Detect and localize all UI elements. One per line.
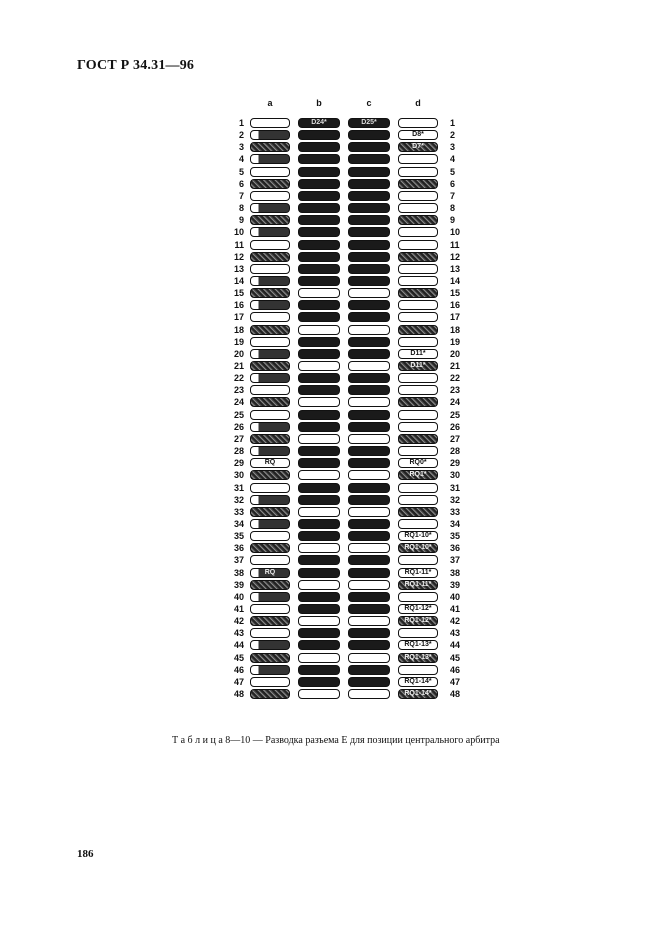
pin-a34	[250, 519, 290, 529]
page-number: 186	[77, 848, 94, 860]
row-number-right: 39	[450, 579, 461, 590]
pin-b19	[298, 337, 340, 347]
pin-d8	[398, 203, 438, 213]
row-number-right: 11	[450, 239, 460, 250]
pin-c42	[348, 616, 390, 626]
row-number-right: 14	[450, 275, 461, 286]
pin-d29: RQ0*	[398, 458, 438, 468]
row-number-left: 2	[238, 130, 244, 141]
pin-b46	[298, 665, 340, 675]
pin-d2: D8*	[398, 130, 438, 140]
row-number-left: 30	[233, 470, 244, 481]
pin-b28	[298, 446, 340, 456]
pin-c45	[348, 653, 390, 663]
row-number-left: 29	[233, 458, 244, 469]
row-number-right: 9	[450, 215, 456, 226]
page-header: ГОСТ Р 34.31—96	[77, 58, 195, 73]
row-number-left: 7	[238, 190, 244, 201]
table-caption: Т а б л и ц а 8—10 — Разводка разъема Е для позиции центрального арбитра	[172, 735, 500, 746]
row-number-right: 48	[450, 689, 461, 700]
row-number-right: 26	[450, 421, 461, 432]
pin-c7	[348, 191, 390, 201]
pin-a46	[250, 665, 290, 675]
pin-a33	[250, 507, 290, 517]
row-number-left: 48	[233, 689, 244, 700]
pin-c28	[348, 446, 390, 456]
row-number-right: 22	[450, 373, 461, 384]
pin-a20	[250, 349, 290, 359]
pin-c41	[348, 604, 390, 614]
pin-c40	[348, 592, 390, 602]
pin-a10	[250, 227, 290, 237]
pin-b15	[298, 288, 340, 298]
pin-d26	[398, 422, 438, 432]
pin-c32	[348, 495, 390, 505]
row-number-right: 5	[450, 166, 456, 177]
pin-b25	[298, 410, 340, 420]
pin-a31	[250, 483, 290, 493]
pin-b32	[298, 495, 340, 505]
pin-c29	[348, 458, 390, 468]
row-number-right: 15	[450, 288, 461, 299]
row-number-right: 20	[450, 348, 461, 359]
column-header-c: c	[366, 98, 372, 108]
pin-c18	[348, 325, 390, 335]
pin-a8	[250, 203, 290, 213]
pin-c21	[348, 361, 390, 371]
row-number-left: 46	[233, 664, 244, 675]
row-number-left: 36	[233, 543, 244, 554]
row-number-left: 26	[233, 421, 244, 432]
pin-a1	[250, 118, 290, 128]
pin-b14	[298, 276, 340, 286]
pin-d9	[398, 215, 438, 225]
pin-b29	[298, 458, 340, 468]
row-number-left: 5	[238, 166, 244, 177]
pin-d10	[398, 227, 438, 237]
pin-b33	[298, 507, 340, 517]
pin-a44	[250, 640, 290, 650]
pin-a13	[250, 264, 290, 274]
pin-a28	[250, 446, 290, 456]
row-number-left: 31	[233, 482, 244, 493]
row-number-right: 18	[450, 324, 461, 335]
pin-a39	[250, 580, 290, 590]
row-number-left: 15	[233, 288, 244, 299]
pin-b40	[298, 592, 340, 602]
pin-c4	[348, 154, 390, 164]
pin-d36: RQ1-10*	[398, 543, 438, 553]
pin-d17	[398, 312, 438, 322]
row-number-right: 6	[450, 178, 456, 189]
row-number-right: 41	[450, 604, 461, 614]
pin-c26	[348, 422, 390, 432]
pin-b9	[298, 215, 340, 225]
pin-d25	[398, 410, 438, 420]
row-number-right: 34	[450, 518, 461, 529]
pin-c10	[348, 227, 390, 237]
column-header-d: d	[415, 98, 421, 108]
pin-a37	[250, 555, 290, 565]
pin-c6	[348, 179, 390, 189]
row-number-right: 28	[450, 446, 461, 457]
pin-d20: D11*	[398, 349, 438, 359]
pin-d31	[398, 483, 438, 493]
pin-d23	[398, 385, 438, 395]
pin-a3	[250, 142, 290, 152]
pin-d35: RQ1-10*	[398, 531, 438, 541]
pin-d34	[398, 519, 438, 529]
pin-c23	[348, 385, 390, 395]
pin-b48	[298, 689, 340, 699]
pin-c19	[348, 337, 390, 347]
column-header-a: a	[267, 98, 273, 108]
pin-b10	[298, 227, 340, 237]
pin-d45: RQ1-13*	[398, 653, 438, 663]
pin-d41: RQ1-12*	[398, 604, 438, 614]
pin-d40	[398, 592, 438, 602]
pin-a38: RQ	[250, 568, 290, 578]
row-number-right: 17	[450, 312, 461, 323]
pin-b8	[298, 203, 340, 213]
row-number-left: 39	[233, 579, 244, 590]
pin-a48	[250, 689, 290, 699]
row-number-left: 23	[233, 385, 244, 396]
pin-c14	[348, 276, 390, 286]
row-number-left: 19	[233, 336, 244, 347]
pin-a32	[250, 495, 290, 505]
pin-c5	[348, 167, 390, 177]
pin-c17	[348, 312, 390, 322]
pin-a12	[250, 252, 290, 262]
pin-d14	[398, 276, 438, 286]
row-number-left: 8	[238, 203, 244, 214]
pin-d24	[398, 397, 438, 407]
row-number-left: 3	[238, 142, 244, 153]
row-number-right: 27	[450, 433, 461, 444]
pin-a40	[250, 592, 290, 602]
pin-a21	[250, 361, 290, 371]
pin-a9	[250, 215, 290, 225]
pin-b30	[298, 470, 340, 480]
pin-c12	[348, 252, 390, 262]
row-number-right: 1	[450, 118, 456, 128]
row-number-left: 34	[233, 518, 244, 529]
pin-c3	[348, 142, 390, 152]
row-number-right: 44	[450, 640, 461, 651]
row-number-left: 20	[233, 348, 244, 359]
pin-d38: RQ1-11*	[398, 568, 438, 578]
row-number-left: 38	[233, 567, 244, 578]
pin-b5	[298, 167, 340, 177]
pin-a17	[250, 312, 290, 322]
pin-d22	[398, 373, 438, 383]
row-number-right: 37	[450, 555, 461, 566]
row-number-left: 28	[233, 446, 244, 457]
row-number-right: 13	[450, 263, 461, 274]
pin-a14	[250, 276, 290, 286]
pin-b24	[298, 397, 340, 407]
row-number-left: 37	[233, 555, 244, 566]
pin-c1: D25*	[348, 118, 390, 128]
pin-b39	[298, 580, 340, 590]
pin-b34	[298, 519, 340, 529]
pin-a11	[250, 240, 290, 250]
row-number-right: 35	[450, 531, 461, 542]
pin-d46	[398, 665, 438, 675]
pin-b27	[298, 434, 340, 444]
pin-b37	[298, 555, 340, 565]
pin-a36	[250, 543, 290, 553]
pin-b45	[298, 653, 340, 663]
pin-a25	[250, 410, 290, 420]
pin-c13	[348, 264, 390, 274]
pin-c33	[348, 507, 390, 517]
column-header-b: b	[316, 98, 322, 108]
pin-c31	[348, 483, 390, 493]
pin-d27	[398, 434, 438, 444]
pin-c39	[348, 580, 390, 590]
row-number-right: 21	[450, 361, 461, 371]
row-number-right: 29	[450, 458, 461, 469]
pin-b47	[298, 677, 340, 687]
pin-d21: D11*	[398, 361, 438, 371]
row-number-right: 16	[450, 300, 461, 311]
row-number-left: 24	[233, 397, 244, 408]
row-number-left: 47	[233, 676, 244, 687]
row-number-left: 44	[233, 640, 244, 651]
row-number-left: 25	[233, 409, 244, 420]
pin-c43	[348, 628, 390, 638]
pin-c22	[348, 373, 390, 383]
row-number-left: 27	[233, 433, 244, 444]
pin-a6	[250, 179, 290, 189]
row-number-left: 16	[233, 300, 244, 311]
pin-c36	[348, 543, 390, 553]
pin-a7	[250, 191, 290, 201]
pin-a4	[250, 154, 290, 164]
row-number-right: 4	[450, 154, 456, 165]
pin-a5	[250, 167, 290, 177]
row-number-right: 7	[450, 190, 456, 201]
pin-b1: D24*	[298, 118, 340, 128]
pin-c16	[348, 300, 390, 310]
row-number-right: 42	[450, 616, 461, 627]
pin-c46	[348, 665, 390, 675]
pin-b21	[298, 361, 340, 371]
pin-d42: RQ1-12*	[398, 616, 438, 626]
row-number-right: 10	[450, 227, 461, 238]
pin-c9	[348, 215, 390, 225]
row-number-right: 25	[450, 409, 461, 420]
pin-a16	[250, 300, 290, 310]
pin-c47	[348, 677, 390, 687]
pin-b36	[298, 543, 340, 553]
pin-b7	[298, 191, 340, 201]
pin-b17	[298, 312, 340, 322]
pin-a15	[250, 288, 290, 298]
pin-d28	[398, 446, 438, 456]
pin-c34	[348, 519, 390, 529]
pin-a47	[250, 677, 290, 687]
pin-d48: RQ1-14*	[398, 689, 438, 699]
row-number-left: 4	[238, 154, 244, 165]
pin-b26	[298, 422, 340, 432]
pin-b12	[298, 252, 340, 262]
row-number-left: 13	[233, 263, 244, 274]
pin-b4	[298, 154, 340, 164]
row-number-right: 36	[450, 543, 461, 554]
pin-d3: D7*	[398, 142, 438, 152]
pin-c35	[348, 531, 390, 541]
row-number-left: 33	[233, 506, 244, 517]
pin-d32	[398, 495, 438, 505]
pin-a42	[250, 616, 290, 626]
pin-b20	[298, 349, 340, 359]
pin-c11	[348, 240, 390, 250]
pin-d4	[398, 154, 438, 164]
pin-c24	[348, 397, 390, 407]
pin-a19	[250, 337, 290, 347]
pin-b2	[298, 130, 340, 140]
pin-c8	[348, 203, 390, 213]
pin-d6	[398, 179, 438, 189]
pin-a41	[250, 604, 290, 614]
pin-d30: RQ1*	[398, 470, 438, 480]
row-number-right: 19	[450, 336, 461, 347]
pin-c2	[348, 130, 390, 140]
row-number-left: 35	[233, 531, 244, 542]
pin-d47: RQ1-14*	[398, 677, 438, 687]
pin-b43	[298, 628, 340, 638]
row-number-right: 32	[450, 494, 461, 505]
pin-d5	[398, 167, 438, 177]
pin-a23	[250, 385, 290, 395]
pin-a18	[250, 325, 290, 335]
row-number-left: 12	[233, 251, 244, 262]
row-number-right: 23	[450, 385, 461, 396]
row-number-left: 40	[233, 591, 244, 602]
pin-d18	[398, 325, 438, 335]
pin-c37	[348, 555, 390, 565]
row-number-left: 18	[233, 324, 244, 335]
pin-a29: RQ	[250, 458, 290, 468]
row-number-left: 10	[233, 227, 244, 238]
pin-c38	[348, 568, 390, 578]
pin-a30	[250, 470, 290, 480]
row-number-left: 14	[233, 275, 244, 286]
pin-a22	[250, 373, 290, 383]
pin-b13	[298, 264, 340, 274]
row-number-right: 43	[450, 628, 461, 639]
pin-d11	[398, 240, 438, 250]
row-number-right: 3	[450, 142, 456, 153]
row-number-right: 2	[450, 130, 456, 141]
row-number-right: 30	[450, 470, 461, 481]
row-number-left: 32	[233, 494, 244, 505]
pin-d37	[398, 555, 438, 565]
row-number-left: 42	[233, 616, 244, 627]
row-number-left: 22	[233, 373, 244, 384]
pin-d43	[398, 628, 438, 638]
row-number-left: 43	[233, 628, 244, 639]
pin-b38	[298, 568, 340, 578]
row-number-left: 11	[234, 239, 244, 250]
row-number-left: 21	[233, 361, 244, 371]
pin-b35	[298, 531, 340, 541]
pin-d33	[398, 507, 438, 517]
row-number-right: 12	[450, 251, 461, 262]
row-number-left: 45	[233, 652, 244, 663]
pin-d15	[398, 288, 438, 298]
pin-b6	[298, 179, 340, 189]
pin-a26	[250, 422, 290, 432]
pin-b3	[298, 142, 340, 152]
pin-c48	[348, 689, 390, 699]
row-number-right: 33	[450, 506, 461, 517]
pin-c20	[348, 349, 390, 359]
pin-a24	[250, 397, 290, 407]
row-number-right: 24	[450, 397, 461, 408]
row-number-right: 8	[450, 203, 456, 214]
row-number-right: 46	[450, 664, 461, 675]
pin-b41	[298, 604, 340, 614]
row-number-right: 31	[450, 482, 461, 493]
row-number-right: 45	[450, 652, 461, 663]
row-number-left: 41	[233, 604, 244, 614]
pin-c44	[348, 640, 390, 650]
row-number-right: 38	[450, 567, 461, 578]
pin-a45	[250, 653, 290, 663]
pin-a27	[250, 434, 290, 444]
pin-d13	[398, 264, 438, 274]
pin-b18	[298, 325, 340, 335]
row-number-right: 40	[450, 591, 461, 602]
pin-b16	[298, 300, 340, 310]
pin-b31	[298, 483, 340, 493]
pin-c27	[348, 434, 390, 444]
pin-c25	[348, 410, 390, 420]
pin-d16	[398, 300, 438, 310]
pin-d44: RQ1-13*	[398, 640, 438, 650]
pin-b11	[298, 240, 340, 250]
pin-d12	[398, 252, 438, 262]
pin-b42	[298, 616, 340, 626]
pin-b22	[298, 373, 340, 383]
pin-a2	[250, 130, 290, 140]
pin-b44	[298, 640, 340, 650]
row-number-right: 47	[450, 676, 461, 687]
pin-c30	[348, 470, 390, 480]
pin-b23	[298, 385, 340, 395]
row-number-left: 9	[238, 215, 244, 226]
pin-d1	[398, 118, 438, 128]
pin-c15	[348, 288, 390, 298]
pin-a35	[250, 531, 290, 541]
row-number-left: 1	[238, 118, 244, 128]
row-number-left: 6	[238, 178, 244, 189]
pin-d7	[398, 191, 438, 201]
pin-a43	[250, 628, 290, 638]
pin-d19	[398, 337, 438, 347]
row-number-left: 17	[233, 312, 244, 323]
pin-d39: RQ1-11*	[398, 580, 438, 590]
